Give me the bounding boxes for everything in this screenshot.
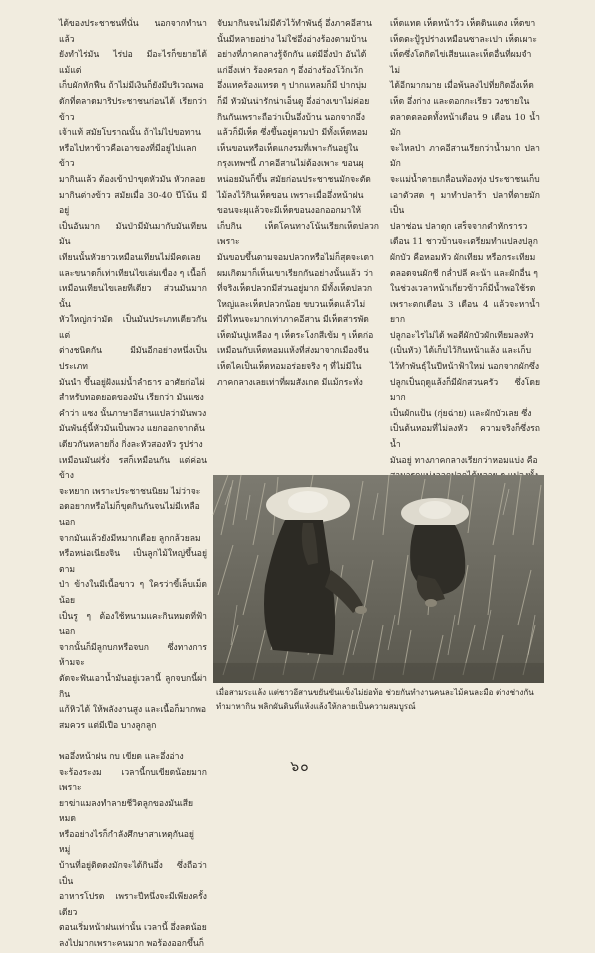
farmers-field-photo	[213, 475, 544, 683]
text-column-2: จับมากินจนไม่มีตัวไว้ทำพันธุ์ อึ่งภาคอีสาน นั้นมีหลายอย่าง ไม่ใช่อึ่งอ่างร้องตามบ้าน อย่างที่ภาคกลางรู้จักกัน แต่มีอึ่งป่า อันได้ แก่อึ่งเห่า ร้องครอก ๆ อึ่งอ่างร้องโว้กเว้ก อึ่งแทคร้องแทรด ๆ ปากแหลมก็มี ปากบุ่ม ก็มี หัวมันน่ารักน่าเอ็นดู อึ่งอ่างเขาไม่ค่อย กินกันเพราะถือว่าเป็นอึ่งบ้าน นอกจากอึ่ง แล้วก็มีเห็ด ซึ่งขึ้นอยู่ตามป่า มีทั้งเห็ดหอม เห็นขอนหรือเห็ดแกงรมที่เพาะกันอยู่ใน กรุงเทพฯนี้ ภาคอีสานไม่ต้องเพาะ ขอนผุ หน่อยมันก็ขึ้น สมัยก่อนประชาชนมักจะตัด ไม้ลงไว้กินเห็ดขอน เพราะเมื่ออึ่งหน้าฝน ขอนจะผุแล้วจะมีเห็ดขอนงอกออกมาให้ เก็บกิน เห็ดโคนทางโน้นเรียกเห็ดปลวก เพราะ มันขอบขึ้นตามจอมปลวกหรือไม่ก็สุดจะเดา ผมเกิดมาก็เห็นเขาเรียกกันอย่างนั้นแล้ว ว่า ที่จริงเห็ดปลวกมีส่วนอยู่มาก มีทั้งเห็ดปลวก ใหญ่และเห็ดปลวกน้อย ขบวนเห็ดแล้วไม่ มีที่ไหนจะมากเท่าภาคอีสาน มีเห็ดสารพัด เห็ดมันปูเหลือง ๆ เห็ดระโงกสีเข้ม ๆ เห็ดก่อ เหมือนกับเห็ดหอมแห้งที่ส่งมาจากเมืองจีน เห็ดไคเป็นเห็ดหอมอร่อยจริง ๆ ที่ไม่มีใน ภาคกลางเลยเท่าที่ผมสังเกต มีแม้กระทั่ง	[217, 19, 379, 388]
page-number: ๖๐	[290, 759, 310, 775]
text-column-1: ได้ของประชาชนที่นั่น นอกจากทำนาแล้ว ยังทำไร่มัน ไร่ปอ มีอะไรก็ขยายได้ แม้แต่ เก็บผักหักฟืน ถ้าไม่มีเงินก็ยังมีบริเวณพอ ดักที่ตลาดมาริประชาชนก่อนได้ เรียกว่าข้าว เจ้าแท้ สมัยโบราณนั้น ถ้าไม่ไปขอทาน หรือไปหาข้าวคือเอาของที่มีอยู่ไปแลกข้าว มากินแล้ว ต้องเข้าป่าขุดหัวมัน หัวกลอย มากินต่างข้าว สมัยเมื่อ 30-40 ปีโน้น มีอยู่ เป็นอันมาก มันป่ามีมันมากับมันเทียน มัน เทียนนั้นหัวยาวเหมือนเทียนไม่มีคดเลย และขนาดก็เท่าเทียนไขเล่มเขื่อง ๆ เนื้อก็ เหมือนเทียนไขเลยทีเดียว ส่วนมันมากนั้น หัวใหญ่กว่ามัด เป็นมันประเภทเดียวกัน แต่ ต่างชนิดกัน มีมันอีกอย่างหนึ่งเป็นประเภท มันนำ ขึ้นอยู่ฝังแม่น้ำลำธาร อาศัยก่อไผ่ สำหรับทอดยอดของมัน เรียกว่า มันแซง คำว่า แซง นั้นภาษาอีสานแปลว่ามันพวง มันพันธุ์นี้หัวมันเป็นพวง แยกออกจากต้น เดียวกันหลายกิ่ง กิ่งละหัวสองหัว รูปร่าง เหมือนมันฝรั่ง รสก็เหมือนกัน แต่ค่อนข้าง จะหยาก เพราะประชาชนนิยม ไม่ว่าจะ อดอยากหรือไม่ก็ขุดกินกันจนไม่มีเหลือ นอก จากมันแล้วยังมีหมากเดือย ลูกกล้วยลม หรือหน่อเนียงจิน เป็นลูกไม้ใหญ่ขึ้นอยู่ตาม ป่า ข้างในมีเนื้อขาว ๆ ใครว่าขี้เล็บเม็ดน้อย เป็นรู ๆ ต้องใช้หนามแคะกินหมดที่ฟ้า นอก จากนั้นก็มีลูกบกหรือจบก ซึ่งทางการห้ามจะ ตัดจะฟันเอาน้ำมันอยู่เวลานี้ ลูกจบกนี้ผ่ากิน แก้หิวได้ ให้พลังงานสูง และเนื้อก็มากพอ สมควร แต่มีเปือ บางลูกลูก พออึ่งหน้าฝน กบ เขียด และอึ่งอ่าง จะร้องระงม เวลานี้กบเขียดน้อยมาก เพราะ ยาฆ่าแมลงทำลายชีวิตลูกของมันเสียหมด หรืออย่างไรก็กำลังศึกษาสาเหตุกันอยู่ หมู่ บ้านที่อยู่ติดดงมักจะได้กินอึ่ง ซึ่งถือว่าเป็น อาหารโปรด เพราะปีหนึ่งจะมีเพียงครั้งเดียว ตอนเริ่มหน้าฝนเท่านั้น เวลานี้ อึ่งลดน้อย ลงไปมากเพราะคนมาก พอร้องออกขึ้นก็	[59, 19, 207, 950]
text-column-3: เห็ดแทด เห็ดหน้าวัว เห็ดดินแดง เห็ดขา เห็ดตะปู้รูปร่างเหมือนซาละเปา เห็ดเผาะ เห็ดซึ่งโตกิดไข่เสียนและเห็ดอื่นที่ผมจำไม่ ได้อีกมากมาย เมื่อพ้นลงไปที่ยกิดอึ่งเห็ด เห็ด อึ่งก่าง และตอกกะเรียว วงชายใน ตลาดตลอดทั้งหน้าเดือน 9 เดือน 10 น้ำมัก จะไหลป่า ภาคอีสานเรียกว่าน้ำมาก ปลามัก จะแม่น้ำตายเกลื่อนท้องทุ่ง ประชาชนเก็บ เอาตัวสด ๆ มาทำปลาร้า ปลาที่ตายมักเป็น ปลาช่อน ปลาดุก เสร็จจากตำหักรารว เดือน 11 ชาวบ้านจะเตรียมทำแปลงปลูก ผักบัว คือหอมหัว ผักเทียม หรือกระเทียม ตลอดจนผักชี กล่ำปลี คะน้า และผักอื่น ๆ ในช่วงเวลาหน้าเกี่ยวข้าวก็มีน้ำพอใช้รด เพราะตกเดือน 3 เดือน 4 แล้วจะหาน้ำยาก ปลูกอะไรไม่ได้ พอตีผักบัวผักเทียมลงหัว (เป็นหัว) ได้เก็บไว้กินหน้าแล้ง และเก็บ ไว้ทำพันธุ์ในปีหน้าฟ้าใหม่ นอกจากผักซึ่ง ปลูกเป็นฤดูแล้งก็มีผักสวนครัว ซึ่งโดยมาก เป็นผักแป้น (กุ่ยฉ่าย) และผักบัวเลย ซึ่ง เป็นต้นหอมที่ไม่ลงหัว ความจริงก็ซึ่งรถน้ำ มันอยู่ ทางภาคกลางเรียกว่าหอมแบ่ง คือ	[390, 19, 540, 466]
photo-caption: เมื่อสามระแล้ง แต่ชาวอีสานขยันขันแข็งไม่ย่อท้อ ช่วยกันทำงานคนละไม้คนละมือ ต่างช่างกัน ทำมาหากิน พลิกผันดินที่แห้งแล้งให้กลายเป็นความสมบูรณ์	[216, 688, 534, 711]
